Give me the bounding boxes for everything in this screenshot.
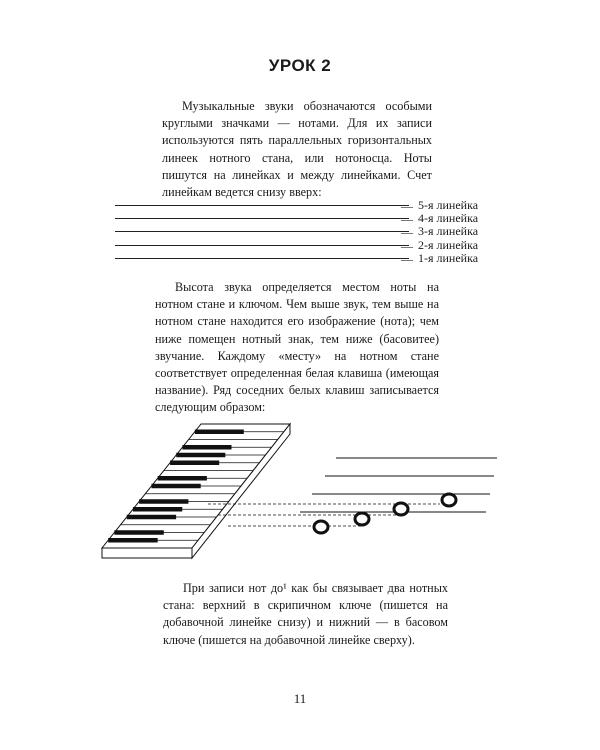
black-key bbox=[108, 538, 157, 543]
black-key bbox=[176, 453, 225, 458]
black-key bbox=[158, 476, 207, 481]
black-key bbox=[114, 530, 163, 535]
pitch-paragraph: Высота звука определяется местом ноты на нотном стане и ключом. Чем выше звук, тем выше на нотном стане находится его изображение (нота); чем ниже помещен нотный знак, тем ниже (басовитее) звучание. Каждому «месту» на нотном стане соответствует определенная белая клавиша (имеющая название). Ряд соседних белых клавиш записывается следующим образом: bbox=[155, 280, 439, 415]
staff-line bbox=[115, 245, 409, 246]
staff-line-dash: — bbox=[401, 212, 413, 227]
black-key bbox=[139, 499, 188, 504]
staff-line-label: 1-я линейка bbox=[418, 250, 479, 265]
staff-line bbox=[115, 205, 409, 206]
staff-lines-legend bbox=[115, 198, 483, 264]
staff-line-row bbox=[115, 211, 483, 227]
staff-line bbox=[115, 231, 409, 232]
note-head bbox=[355, 513, 369, 525]
staff-line-label: 3-я линейка bbox=[418, 224, 479, 239]
black-key bbox=[152, 484, 201, 489]
staff-line-dash: — bbox=[401, 225, 413, 240]
notes bbox=[314, 494, 456, 533]
staff-line-row bbox=[115, 224, 483, 240]
staff-line-label: 2-я линейка bbox=[418, 237, 479, 252]
note-head bbox=[442, 494, 456, 506]
staff-line-dash: — bbox=[401, 251, 413, 266]
black-key bbox=[133, 507, 182, 512]
staff-line bbox=[115, 258, 409, 259]
staff-line bbox=[115, 218, 409, 219]
piano-staff-illustration bbox=[100, 408, 510, 568]
staff-line-label: 5-я линейка bbox=[418, 198, 479, 212]
page-number: 11 bbox=[293, 691, 307, 706]
staff-line-dash: — bbox=[401, 238, 413, 253]
staff-line-dash: — bbox=[401, 199, 413, 213]
staff-line-label: 4-я линейка bbox=[418, 211, 479, 226]
black-key bbox=[182, 445, 231, 450]
note-do-paragraph: При записи нот до¹ как бы связывает два нотных стана: верхний в скрипичном ключе (пишется на добавочной линейке снизу) и нижний — в басовом ключе (пишется на добавочной линейке сверху). bbox=[163, 581, 448, 647]
note-head bbox=[394, 503, 408, 515]
staff-line-row bbox=[115, 198, 483, 211]
black-key bbox=[127, 515, 176, 520]
intro-paragraph: Музыкальные звуки обозначаются особыми круглыми значками — нотами. Для их записи используются пять параллельных горизонтальных линеек нотного стана, или нотоносца. Ноты пишутся на линейках и между линейками. Счет линейкам ведется снизу вверх: bbox=[162, 99, 432, 200]
staff-line-row bbox=[115, 238, 483, 251]
staff-line-row bbox=[115, 251, 483, 264]
black-key bbox=[195, 430, 244, 435]
black-key bbox=[170, 461, 219, 466]
lesson-title: УРОК 2 bbox=[268, 56, 332, 75]
note-head bbox=[314, 521, 328, 533]
piano-keyboard bbox=[102, 424, 290, 558]
